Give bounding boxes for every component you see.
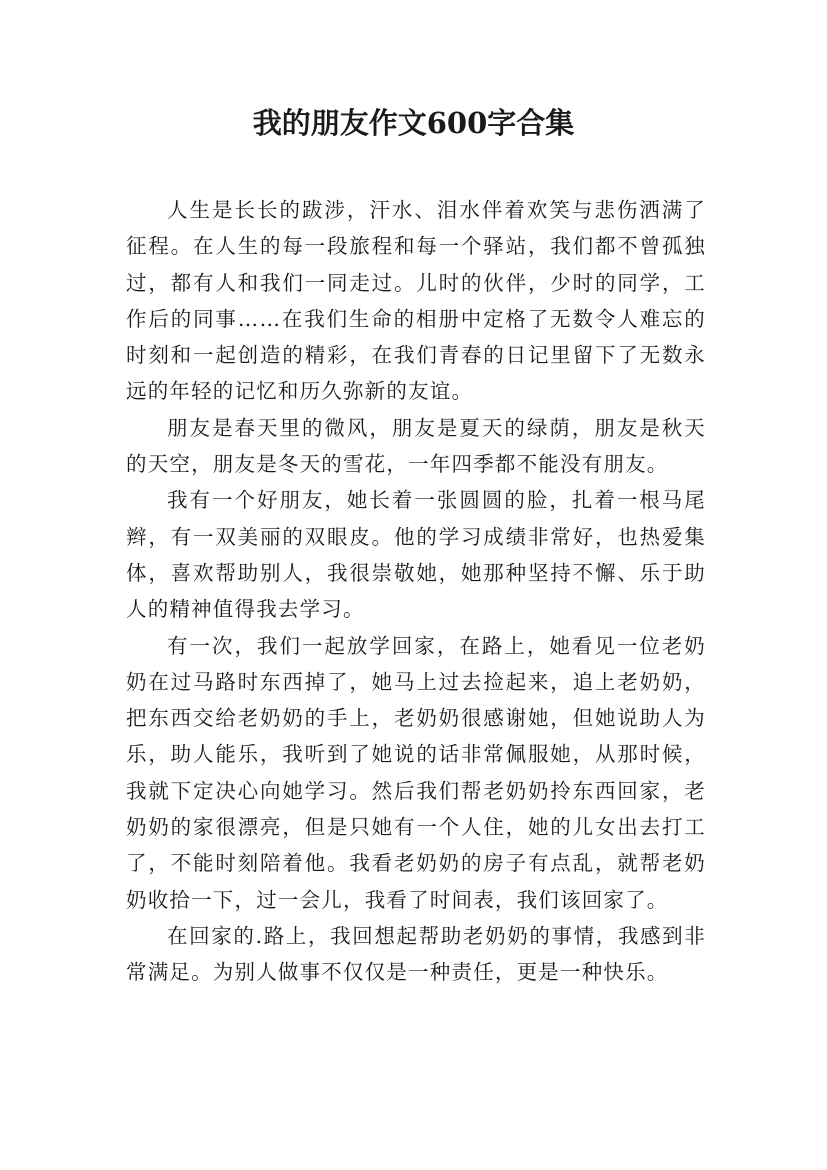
paragraph-4: 有一次，我们一起放学回家，在路上，她看见一位老奶奶在过马路时东西掉了，她马上过去捡起来，追上老奶奶，把东西交给老奶奶的手上，老奶奶很感谢她，但她说助人为乐，助人能乐，我听到了她说的话非常佩服她，从那时候，我就下定决心向她学习。然后我们帮老奶奶拎东西回家，老奶奶的家很漂亮，但是只她有一个人住，她的儿女出去打工了，不能时刻陪着他。我看老奶奶的房子有点乱，就帮老奶奶收拾一下，过一会儿，我看了时间表，我们该回家了。 bbox=[126, 633, 706, 912]
paragraph-3: 我有一个好朋友，她长着一张圆圆的脸，扎着一根马尾辫，有一双美丽的双眼皮。他的学习成绩非常好，也热爱集体，喜欢帮助别人，我很崇敬她，她那种坚持不懈、乐于助人的精神值得我去学习。 bbox=[126, 488, 706, 622]
paragraph-1: 人生是长长的跋涉，汗水、泪水伴着欢笑与悲伤洒满了征程。在人生的每一段旅程和每一个驿站，我们都不曾孤独过，都有人和我们一同走过。儿时的伙伴，少时的同学，工作后的同事……在我们生命的相册中定格了无数令人难忘的时刻和一起创造的精彩，在我们青春的日记里留下了无数永远的年轻的记忆和历久弥新的友谊。 bbox=[126, 198, 706, 404]
paragraph-5: 在回家的.路上，我回想起帮助老奶奶的事情，我感到非常满足。为别人做事不仅仅是一种责任，更是一种快乐。 bbox=[126, 923, 706, 985]
paragraph-2: 朋友是春天里的微风，朋友是夏天的绿荫，朋友是秋天的天空，朋友是冬天的雪花，一年四季都不能没有朋友。 bbox=[126, 415, 706, 477]
document-body bbox=[126, 192, 706, 991]
document-title: 我的朋友作文600字合集 bbox=[252, 106, 575, 140]
